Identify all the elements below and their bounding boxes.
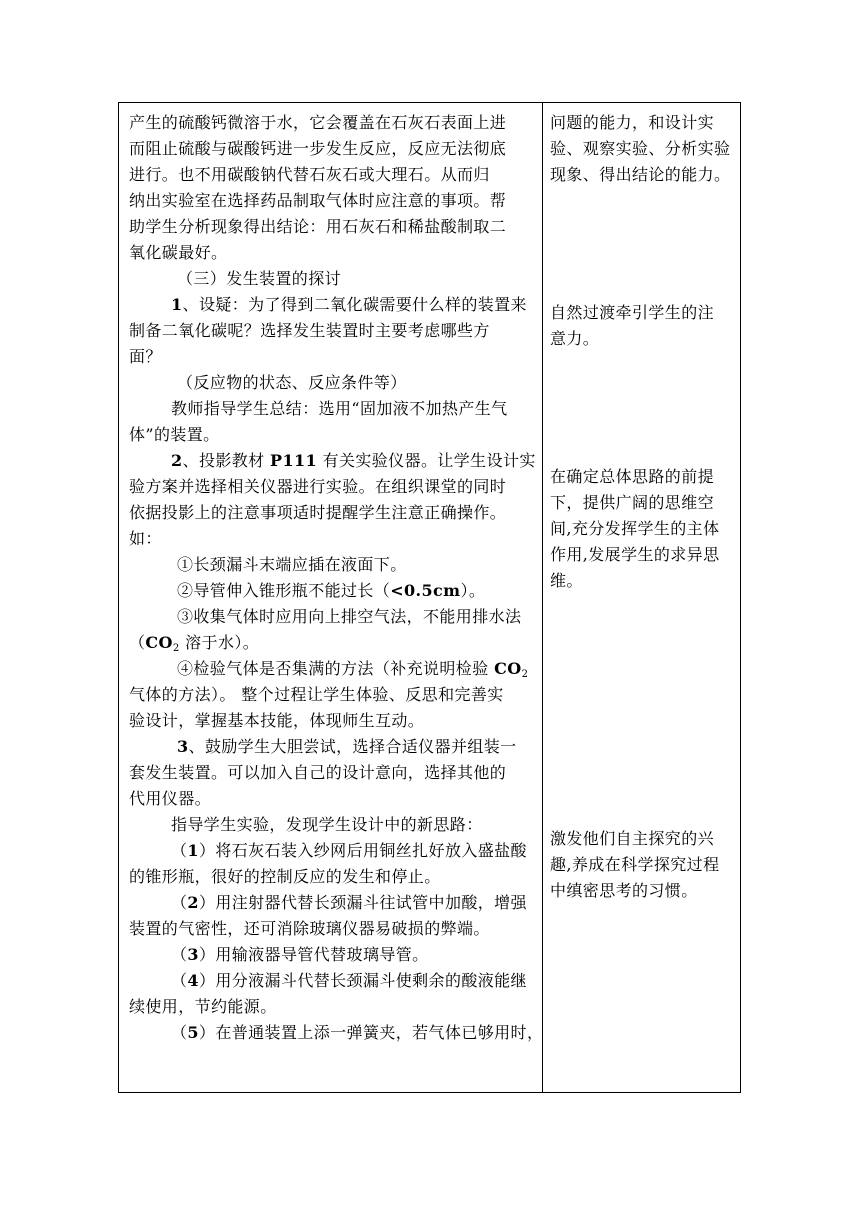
process-text: 代用仪器。 [129,789,212,808]
process-text: 1 [187,841,199,860]
process-text: 1 [171,295,183,314]
process-text: ）。 [460,581,486,600]
process-line [129,997,539,1017]
process-line [129,321,539,341]
process-line [129,191,539,211]
process-line [129,503,539,523]
intent-line [550,165,736,185]
lesson-plan-table [118,102,741,1093]
intent-text: 作用,发展学生的求异思 [550,545,720,564]
intent-text: 下，提供广阔的思维空 [550,493,715,512]
intent-text: 现象、得出结论的能力。 [550,165,731,184]
process-line [129,295,581,315]
process-text: 验设计，掌握基本技能，体现师生互动。 [129,711,425,730]
process-line [129,399,581,419]
intent-line [550,329,736,349]
process-text: 气体的方法）。 整个过程让学生体验、反思和完善实 [129,685,504,704]
process-text: 依据投影上的注意事项适时提醒学生注意正确操作。 [129,503,507,522]
process-text: 指导学生实验，发现学生设计中的新思路： [171,815,483,834]
process-text: 面？ [129,347,162,366]
process-text: 的锥形瓶，很好的控制反应的发生和停止。 [129,867,441,886]
process-line [129,737,587,757]
process-text: 制备二氧化碳呢？选择发生装置时主要考虑哪些方 [129,321,490,340]
process-text: （ [171,945,188,964]
intent-line [550,881,736,901]
process-text: （三）发生装置的探讨 [177,269,342,288]
process-line [129,815,581,835]
process-text: 教师指导学生总结：选用“固加液不加热产生气 [171,399,508,418]
process-line [129,711,539,731]
intent-text: 维。 [550,571,583,590]
process-text: 套发生装置。可以加入自己的设计意向，选择其他的 [129,763,507,782]
process-line [129,581,587,601]
intent-text: 间,充分发挥学生的主体 [550,519,720,538]
process-text: ②导管伸入锥形瓶不能过长（ [177,581,391,600]
process-line [129,763,539,783]
process-text: 、投影教材 [182,451,271,470]
process-line [129,1023,581,1043]
process-text: 溶于水）。 [179,633,260,652]
process-text: ）在普通装置上添一弹簧夹，若气体已够用时， [198,1023,544,1042]
process-line [129,919,539,939]
process-text: （ [129,633,146,652]
process-line [129,113,539,133]
process-line [129,373,587,393]
process-text: 如： [129,529,162,548]
process-line [129,269,587,289]
process-text: <0.5cm [390,581,461,600]
process-line [129,659,587,679]
process-line [129,165,539,185]
intent-text: 自然过渡牵引学生的注 [550,303,715,322]
intent-line [550,545,736,565]
process-line [129,217,539,237]
process-line [129,607,587,627]
intent-line [550,303,736,323]
process-text: 续使用，节约能源。 [129,997,277,1016]
intent-text: 验、观察实验、分析实验 [550,139,731,158]
intent-text: 激发他们自主探究的兴 [550,829,715,848]
process-line [129,243,539,263]
process-text: 纳出实验室在选择药品制取气体时应注意的事项。帮 [129,191,507,210]
intent-text: 趣,养成在科学探究过程 [550,855,720,874]
process-text: 3 [177,737,189,756]
process-text: 、设疑：为了得到二氧化碳需要什么样的装置来 [182,295,527,314]
process-text: ④检验气体是否集满的方法（补充说明检验 [177,659,495,678]
process-line [129,867,539,887]
process-line [129,425,539,445]
intent-line [550,571,736,591]
process-text: （ [171,971,188,990]
process-line [129,139,539,159]
process-line [129,555,587,575]
process-text: 氧化碳最好。 [129,243,228,262]
process-text: ）用输液器导管代替玻璃导管。 [198,945,429,964]
process-text: 进行。也不用碳酸钠代替石灰石或大理石。从而归 [129,165,490,184]
process-text: （ [171,1023,188,1042]
process-line [129,477,539,497]
intent-line [550,139,736,159]
process-line [129,685,539,705]
process-text: ①长颈漏斗末端应插在液面下。 [177,555,407,574]
process-text: （反应物的状态、反应条件等） [177,373,407,392]
intent-text: 问题的能力，和设计实 [550,113,715,132]
process-text: 3 [187,945,199,964]
process-line [129,971,581,991]
process-text: 产生的硫酸钙微溶于水，它会覆盖在石灰石表面上进 [129,113,507,132]
process-text: 5 [187,1023,199,1042]
process-line [129,347,539,367]
process-text: 2 [172,643,180,654]
process-text: ）将石灰石装入纱网后用铜丝扎好放入盛盐酸 [198,841,527,860]
intent-line [550,493,736,513]
process-text: 有关实验仪器。让学生设计实 [317,451,536,470]
intent-line [550,829,736,849]
process-line [129,841,581,861]
intent-line [550,113,736,133]
process-text: 2 [187,893,199,912]
process-text: 2 [171,451,183,470]
process-text: （ [171,841,188,860]
process-line [129,789,539,809]
intent-text: 中缜密思考的习惯。 [550,881,698,900]
process-line [129,633,539,653]
process-line [129,451,581,471]
process-text: ）用分液漏斗代替长颈漏斗使剩余的酸液能继 [198,971,527,990]
process-text: 4 [187,971,199,990]
process-text: ）用注射器代替长颈漏斗往试管中加酸，增强 [198,893,527,912]
intent-line [550,467,736,487]
process-text: （ [171,893,188,912]
process-text: ③收集气体时应用向上排空气法，不能用排水法 [177,607,522,626]
process-text: 装置的气密性，还可消除玻璃仪器易破损的弊端。 [129,919,490,938]
process-line [129,893,581,913]
intent-line [550,519,736,539]
intent-line [550,855,736,875]
process-text: P111 [270,451,318,470]
process-text: 、鼓励学生大胆尝试，选择合适仪器并组装一 [188,737,517,756]
intent-text: 在确定总体思路的前提 [550,467,715,486]
process-line [129,529,539,549]
process-text: 2 [521,669,529,680]
process-text: CO [145,633,173,652]
process-line [129,945,581,965]
process-text: 验方案并选择相关仪器进行实验。在组织课堂的同时 [129,477,507,496]
process-text: 体”的装置。 [129,425,220,444]
process-text: 而阻止硫酸与碳酸钙进一步发生反应，反应无法彻底 [129,139,507,158]
process-text: 助学生分析现象得出结论：用石灰石和稀盐酸制取二 [129,217,507,236]
intent-text: 意力。 [550,329,600,348]
process-text: CO [494,659,522,678]
